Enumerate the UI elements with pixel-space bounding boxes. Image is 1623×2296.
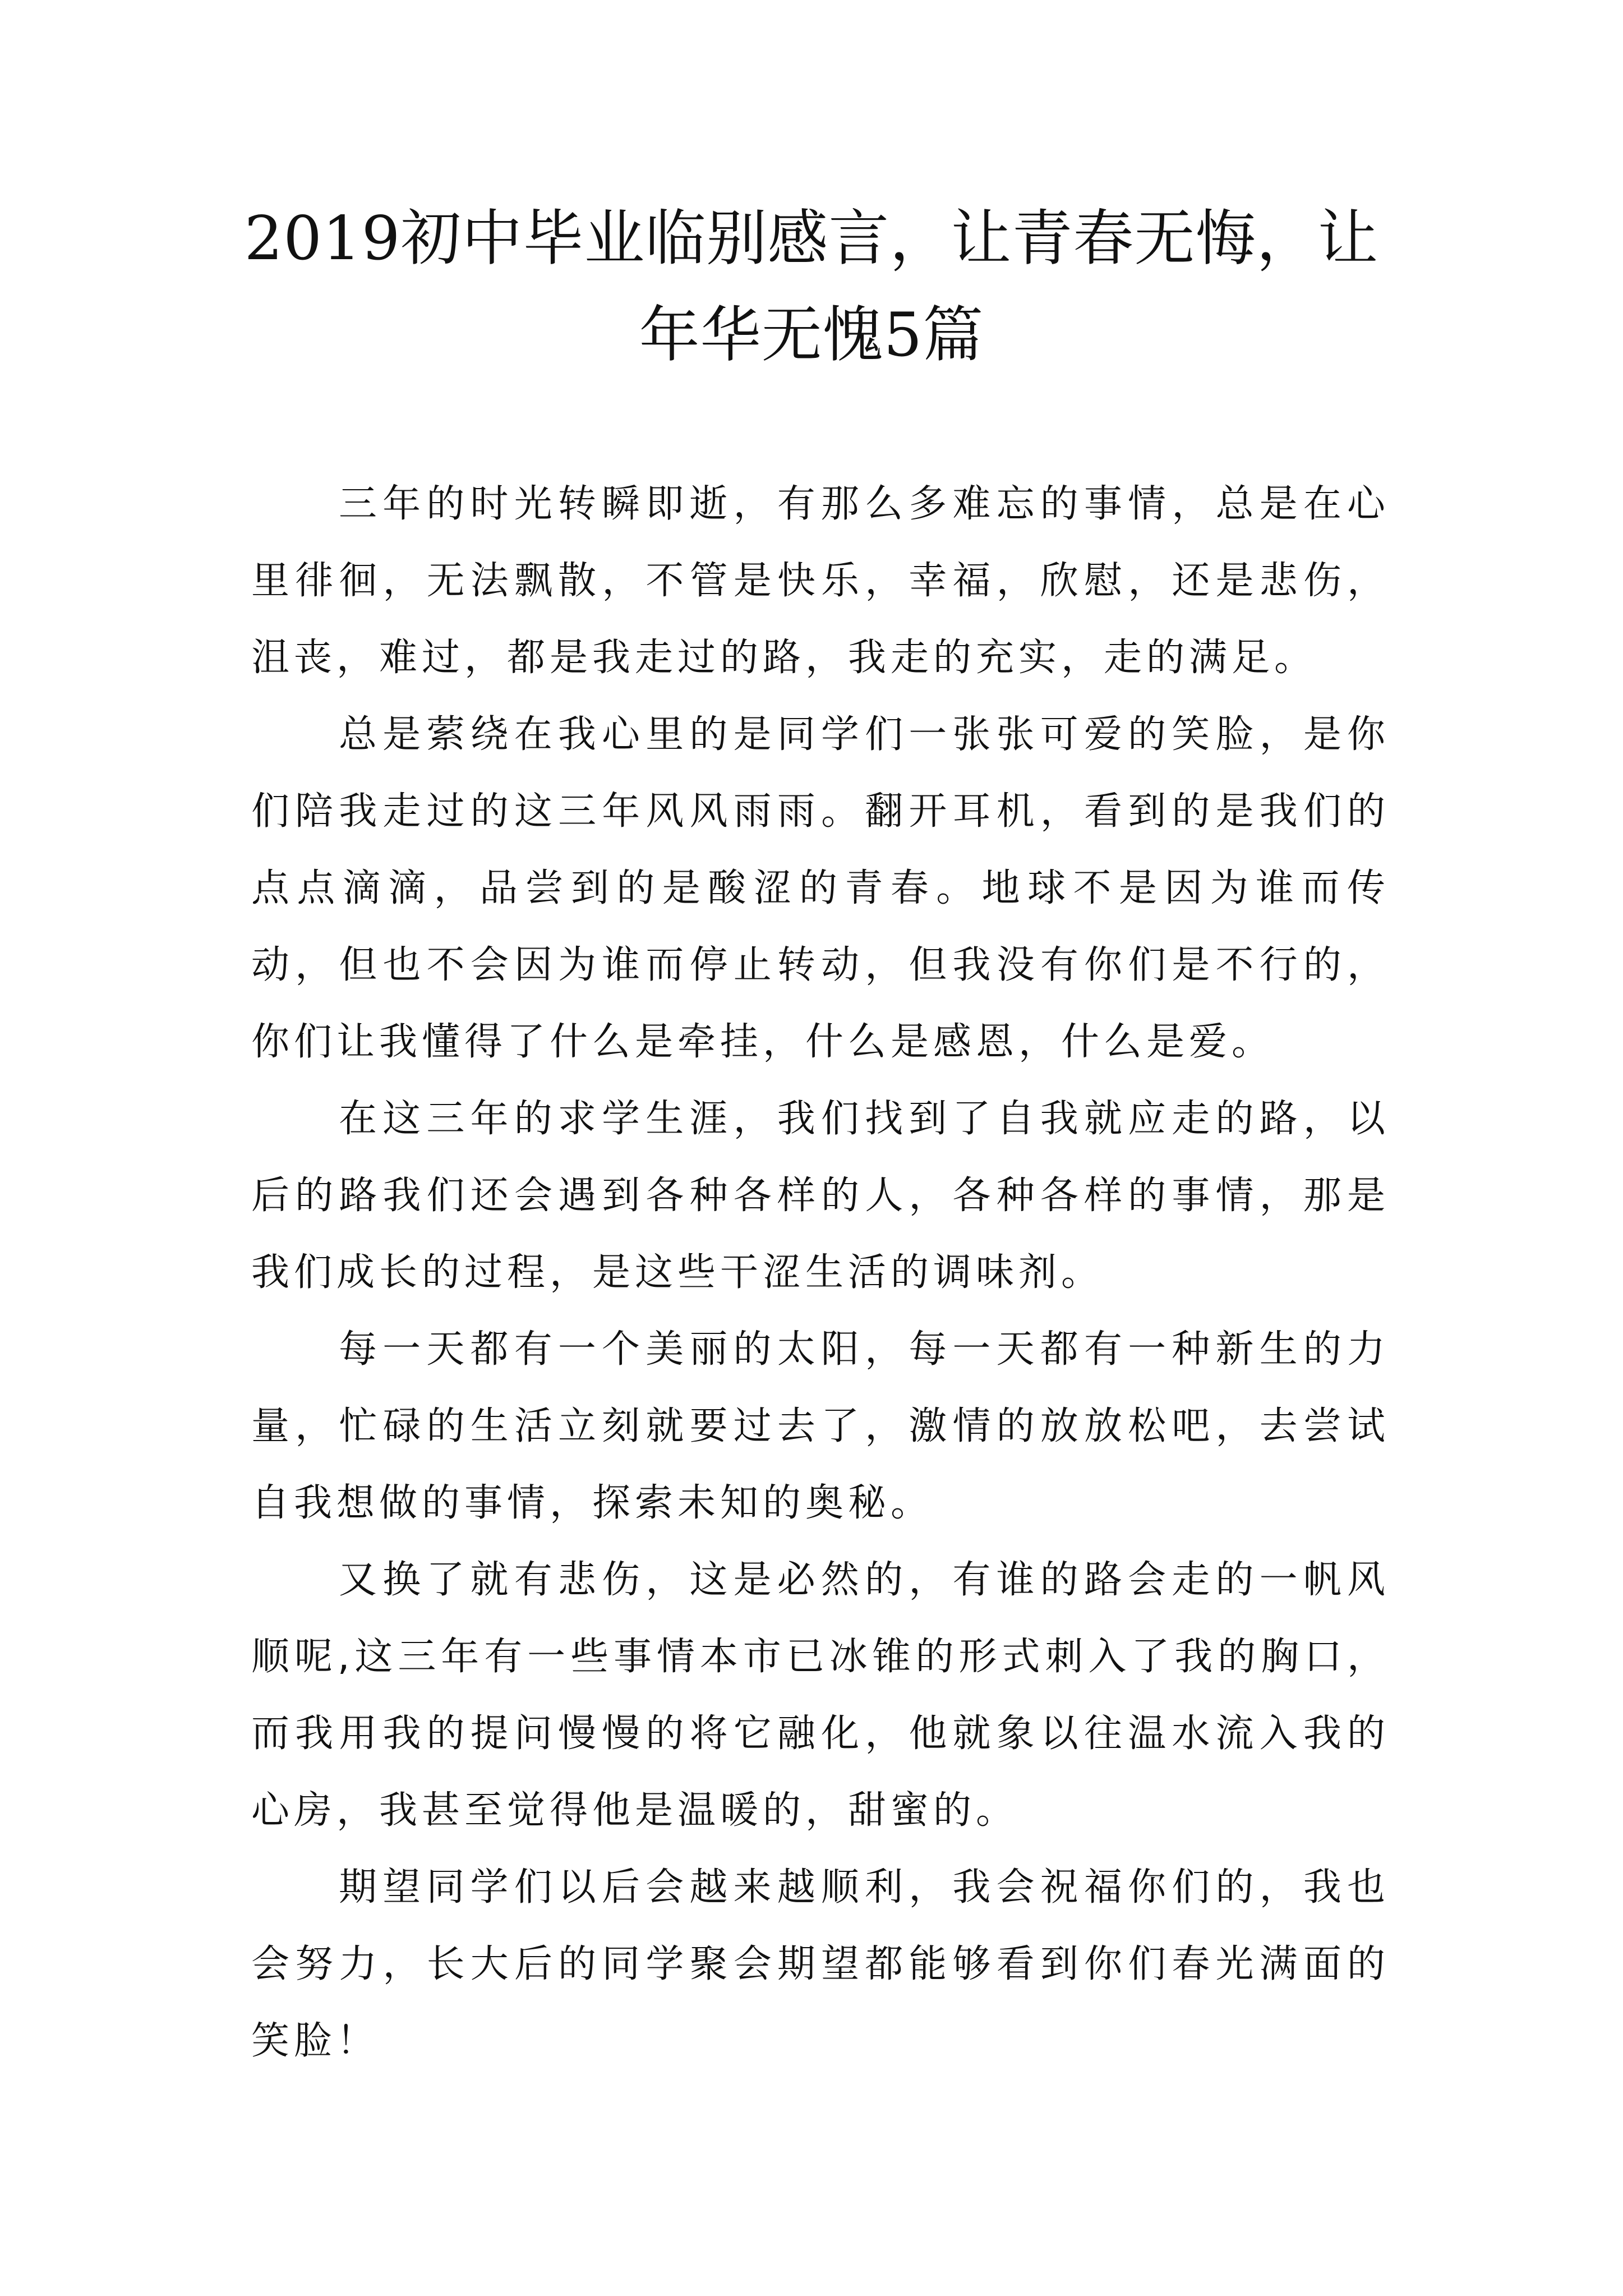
document-body: [251, 466, 1390, 2079]
paragraph-1: 三年的时光转瞬即逝，有那么多难忘的事情，总是在心里徘徊，无法飘散，不管是快乐，幸福，欣慰，还是悲伤，沮丧，难过，都是我走过的路，我走的充实，走的满足。: [251, 482, 1390, 680]
paragraph-3: 在这三年的求学生涯，我们找到了自我就应走的路，以后的路我们还会遇到各种各样的人，各种各样的事情，那是我们成长的过程，是这些干涩生活的调味剂。: [251, 1097, 1390, 1295]
document-title: 2019初中毕业临别感言，让青春无悔，让年华无愧5篇: [244, 204, 1379, 370]
paragraph-2: 总是萦绕在我心里的是同学们一张张可爱的笑脸，是你们陪我走过的这三年风风雨雨。翻开耳机，看到的是我们的点点滴滴，品尝到的是酸涩的青春。地球不是因为谁而传动，但也不会因为谁而停止转动，但我没有你们是不行的，你们让我懂得了什么是牵挂，什么是感恩，什么是爱。: [251, 712, 1390, 1064]
paragraph-4: 每一天都有一个美丽的太阳，每一天都有一种新生的力量，忙碌的生活立刻就要过去了，激情的放放松吧，去尝试自我想做的事情，探索未知的奥秘。: [251, 1327, 1390, 1525]
paragraph-5: 又换了就有悲伤，这是必然的，有谁的路会走的一帆风顺呢,这三年有一些事情本市已冰锥的形式刺入了我的胸口，而我用我的提问慢慢的将它融化，他就象以往温水流入我的心房，我甚至觉得他是温暖的，甜蜜的。: [251, 1558, 1390, 1833]
paragraph-6: 期望同学们以后会越来越顺利，我会祝福你们的，我也会努力，长大后的同学聚会期望都能够看到你们春光满面的笑脸！: [251, 1865, 1390, 2063]
